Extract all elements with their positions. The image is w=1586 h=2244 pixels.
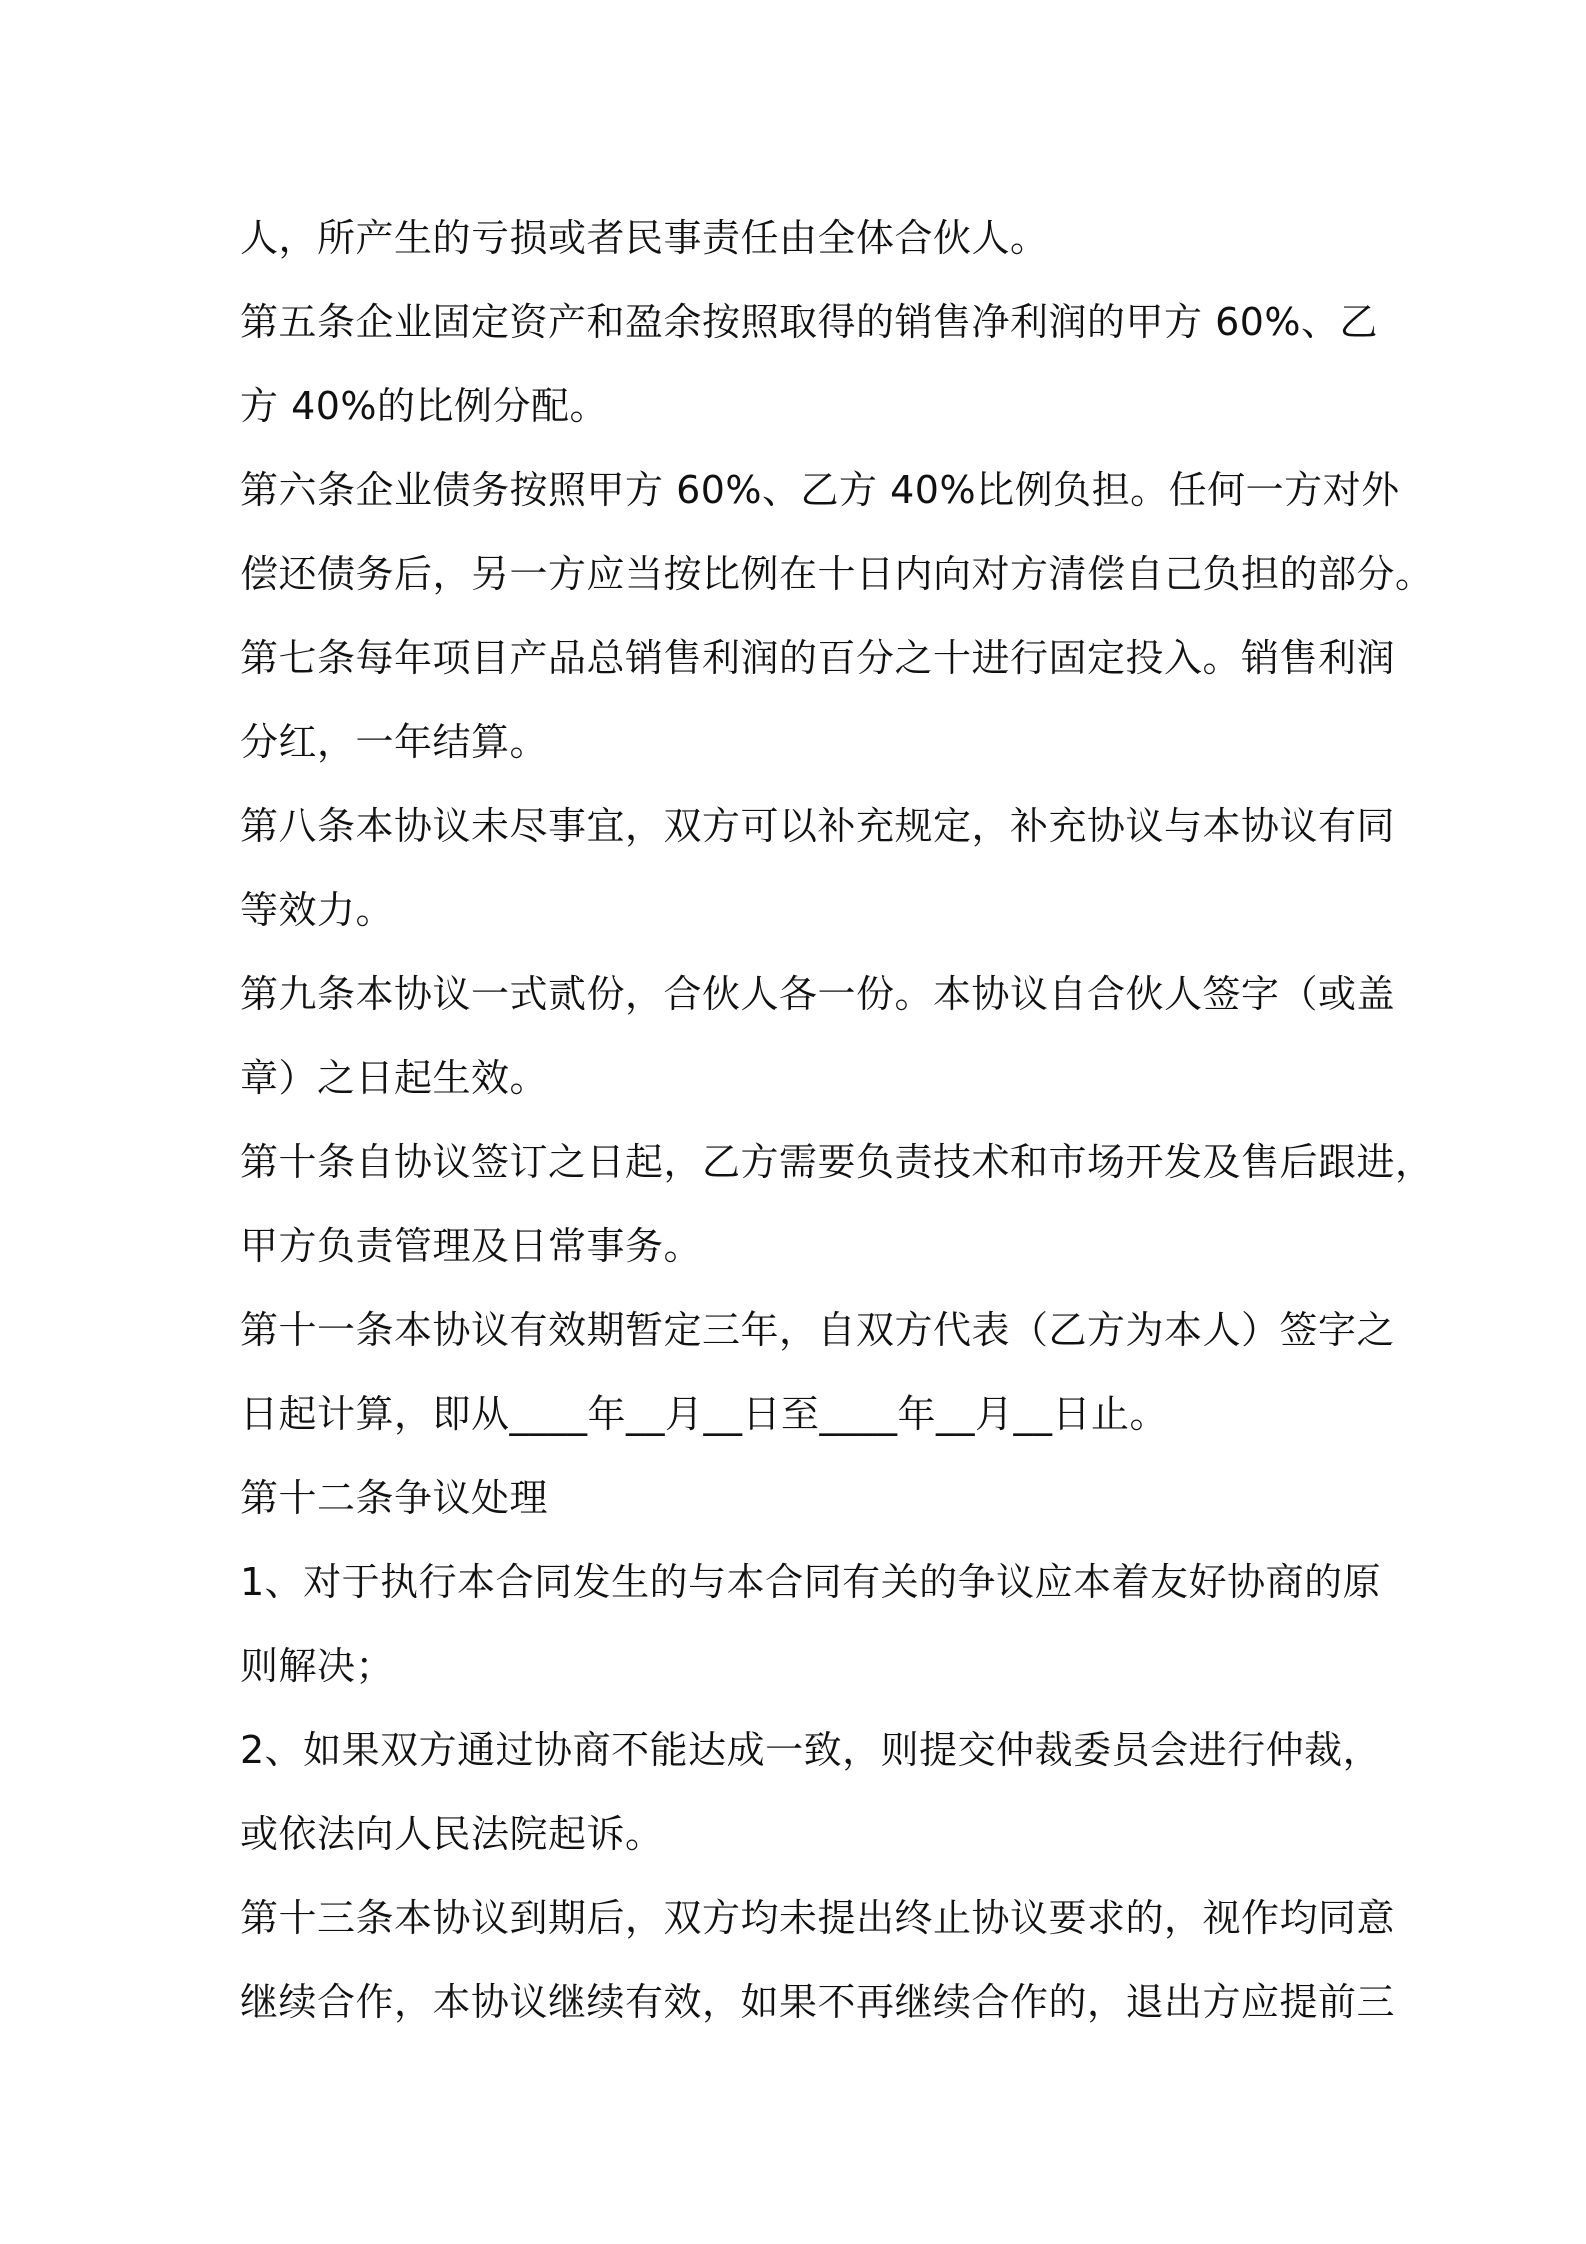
agreement-text: [240, 196, 1434, 2044]
text-line: 第六条企业债务按照甲方 60%、乙方 40%比例负担。任何一方对外: [240, 468, 1400, 512]
text-line: 方 40%的比例分配。: [240, 384, 609, 428]
text-line: 偿还债务后，另一方应当按比例在十日内向对方清偿自己负担的部分。: [240, 552, 1434, 596]
text-line: 等效力。: [240, 888, 395, 932]
text-line: 第十条自协议签订之日起，乙方需要负责技术和市场开发及售后跟进，: [240, 1140, 1434, 1184]
text-line: 第十二条争议处理: [240, 1476, 549, 1520]
text-line: 第十三条本协议到期后，双方均未提出终止协议要求的，视作均同意: [240, 1896, 1396, 1940]
text-line: 继续合作，本协议继续有效，如果不再继续合作的，退出方应提前三: [240, 1980, 1396, 2024]
text-line: 或依法向人民法院起诉。: [240, 1812, 664, 1856]
text-line: 人，所产生的亏损或者民事责任由全体合伙人。: [240, 216, 1049, 260]
text-line: 第五条企业固定资产和盈余按照取得的销售净利润的甲方 60%、乙: [240, 300, 1379, 344]
text-line: 第十一条本协议有效期暂定三年，自双方代表（乙方为本人）签字之: [240, 1308, 1396, 1352]
text-line: 则解决；: [240, 1644, 395, 1688]
text-line: 甲方负责管理及日常事务。: [240, 1224, 703, 1268]
text-line: 分红，一年结算。: [240, 720, 549, 764]
text-line: 日起计算，即从____年__月__日至____年__月__日止。: [240, 1392, 1169, 1436]
text-line: 第九条本协议一式贰份，合伙人各一份。本协议自合伙人签字（或盖: [240, 972, 1396, 1016]
text-line: 2、如果双方通过协商不能达成一致，则提交仲裁委员会进行仲裁，: [240, 1728, 1382, 1772]
text-line: 第八条本协议未尽事宜，双方可以补充规定，补充协议与本协议有同: [240, 804, 1396, 848]
text-line: 1、对于执行本合同发生的与本合同有关的争议应本着友好协商的原: [240, 1560, 1382, 1604]
text-line: 章）之日起生效。: [240, 1056, 549, 1100]
text-line: 第七条每年项目产品总销售利润的百分之十进行固定投入。销售利润: [240, 636, 1396, 680]
